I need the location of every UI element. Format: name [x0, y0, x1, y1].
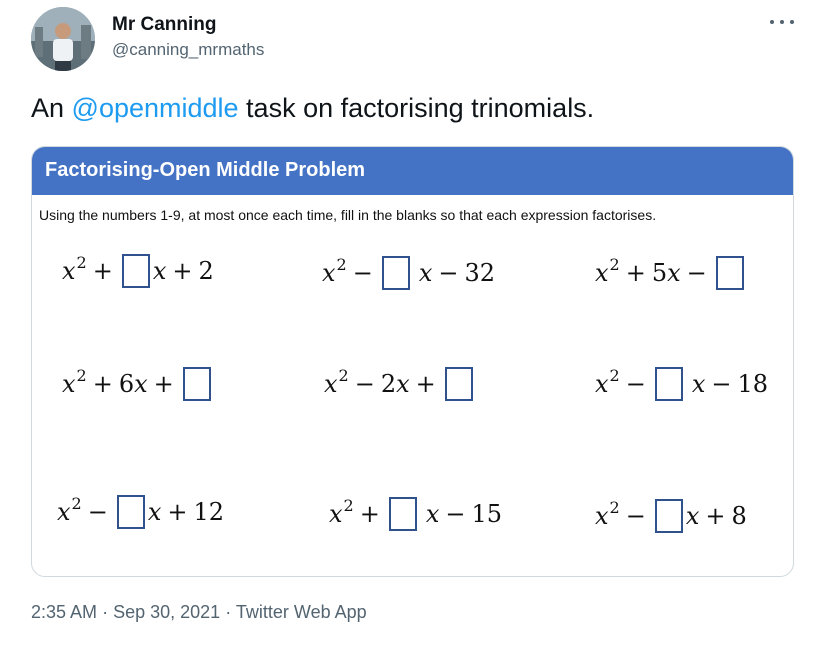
expression-6: x $^2$ − x − 18 [595, 367, 768, 401]
expression-8: x $^2$ + x − 15 [329, 497, 502, 531]
expression-3: x $^2$ + 5 x − [595, 256, 747, 290]
tweet-text-after: task on factorising trinomials. [238, 93, 595, 123]
author-handle[interactable]: @canning_mrmaths [112, 40, 265, 59]
blank-box [655, 499, 683, 533]
blank-box [122, 254, 150, 288]
blank-box [183, 367, 211, 401]
mention-link[interactable]: @openmiddle [71, 93, 239, 123]
blank-box [716, 256, 744, 290]
blank-box [445, 367, 473, 401]
tweet-source[interactable]: Twitter Web App [235, 602, 367, 622]
expression-9: x $^2$ − x + 8 [595, 499, 747, 533]
blank-box [382, 256, 410, 290]
tweet-date[interactable]: Sep 30, 2021 [113, 602, 221, 622]
slide-instructions: Using the numbers 1-9, at most once each time, fill in the blanks so that each expression factorises. [39, 207, 657, 223]
slide-title: Factorising-Open Middle Problem [45, 159, 366, 181]
blank-box [655, 367, 683, 401]
blank-box [117, 495, 145, 529]
tweet-meta [31, 602, 367, 623]
tweet-time[interactable]: 2:35 AM [31, 602, 98, 622]
expression-4: x $^2$ + 6 x + [62, 367, 214, 401]
slide-header [32, 147, 793, 195]
separator: · [102, 602, 109, 622]
author-name[interactable]: Mr Canning [112, 14, 217, 35]
expression-2: x $^2$ − x − 32 [322, 256, 495, 290]
avatar[interactable] [31, 7, 95, 71]
blank-box [389, 497, 417, 531]
media-card[interactable] [31, 146, 794, 577]
separator: · [225, 602, 232, 622]
tweet-text [31, 93, 594, 124]
expression-7: x $^2$ − x + 12 [57, 495, 224, 529]
more-icon[interactable] [770, 14, 794, 30]
expression-1: x $^2$ + x + 2 [62, 254, 214, 288]
tweet-text-before: An [31, 93, 72, 123]
expression-5: x $^2$ − 2 x + [324, 367, 476, 401]
